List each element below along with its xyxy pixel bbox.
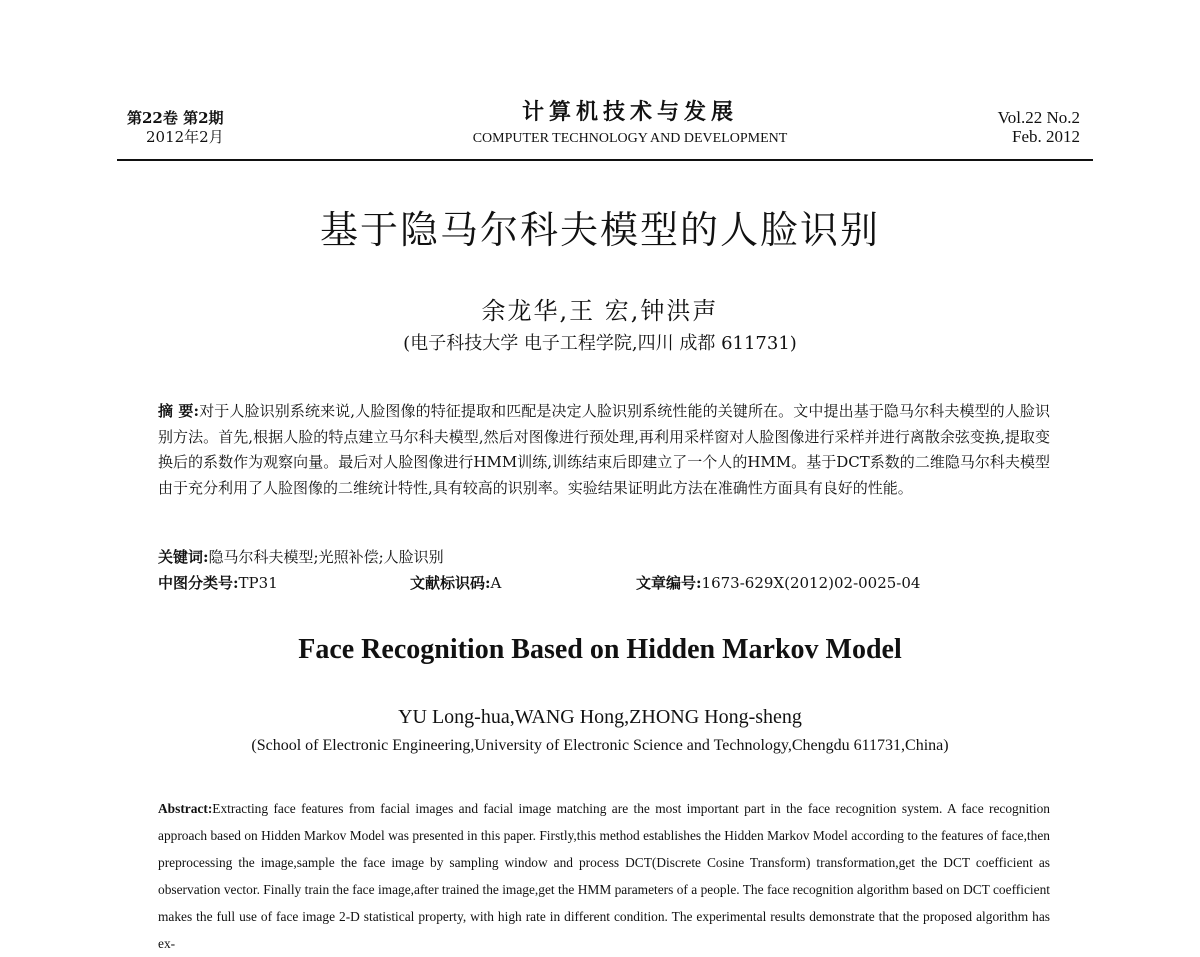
doc-code-value: A (490, 574, 502, 592)
abstract-en (158, 795, 1050, 957)
article-no-label: 文章编号: (636, 574, 702, 592)
header-volume-en (998, 108, 1080, 146)
paper-title-en: Face Recognition Based on Hidden Markov Model (298, 634, 902, 665)
article-no-value: 1673-629X(2012)02-0025-04 (701, 574, 921, 592)
classification-row (158, 572, 1050, 594)
journal-name-cn: 计算机技术与发展 (521, 99, 738, 125)
authors-en: YU Long-hua,WANG Hong,ZHONG Hong-sheng (398, 706, 802, 728)
date-en: Feb. 2012 (1012, 127, 1080, 146)
authors-cn: 余龙华,王 宏,钟洪声 (481, 297, 719, 325)
abstract-cn-label: 摘 要: (158, 402, 200, 420)
keywords-cn (158, 546, 1050, 568)
affiliation-cn: (电子科技大学 电子工程学院,四川 成都 611731) (403, 333, 797, 354)
abstract-cn (158, 399, 1050, 501)
abstract-cn-text: 对于人脸识别系统来说,人脸图像的特征提取和匹配是决定人脸识别系统性能的关键所在。文中提出基于隐马尔科夫模型的人脸识别方法。首先,根据人脸的特点建立马尔科夫模型,然后对图像进行预处理,再利用采样窗对人脸图像进行采样并进行离散余弦变换,提取变换后的系数作为观察向量。最后对人脸图像进行HMM训练,训练结束后即建立了一个人的HMM。基于DCT系数的二维隐马尔科夫模型由于充分利用了人脸图像的二维统计特性,具有较高的识别率。实验结果证明此方法在准确性方面具有良好的性能。 (158, 402, 1050, 497)
paper-title-cn: 基于隐马尔科夫模型的人脸识别 (319, 208, 880, 252)
abstract-en-label: Abstract: (158, 801, 213, 816)
keywords-text: 隐马尔科夫模型;光照补偿;人脸识别 (208, 548, 444, 566)
clc-number (158, 572, 278, 594)
header-volume-cn (127, 109, 224, 147)
article-number (636, 572, 920, 594)
journal-name-en: COMPUTER TECHNOLOGY AND DEVELOPMENT (472, 131, 788, 146)
document-code (410, 572, 501, 594)
header-rule (117, 159, 1093, 161)
keywords-label: 关键词: (158, 548, 209, 566)
volume-issue-en: Vol.22 No.2 (997, 108, 1080, 127)
journal-header (430, 98, 830, 148)
clc-label: 中图分类号: (158, 574, 239, 592)
date-cn: 2012年2月 (146, 128, 224, 146)
doc-code-label: 文献标识码: (410, 574, 491, 592)
abstract-en-text: Extracting face features from facial images and facial image matching are the most important part in the face recognition system. A face recognition approach based on Hidden Markov Model was presented in this paper. Firstly,this method establishes the Hidden Markov Model according to the features of face,then preprocessing the image,sample the face image by sampling window and process DCT(Discrete Cosine Transform) transformation,get the DCT coefficient as observation vector. Finally train the face image,after trained the image,get the HMM parameters of a people. The face recognition algorithm based on DCT coefficient makes the full use of face image 2-D statistical property, with high rate in different condition. The experimental results demonstrate that the proposed algorithm has ex- (158, 801, 1050, 951)
affiliation-en: (School of Electronic Engineering,University of Electronic Science and Technology,Chengdu 611731,China) (251, 737, 949, 754)
volume-issue-cn: 第22卷 第2期 (127, 109, 224, 127)
clc-value: TP31 (238, 574, 278, 592)
